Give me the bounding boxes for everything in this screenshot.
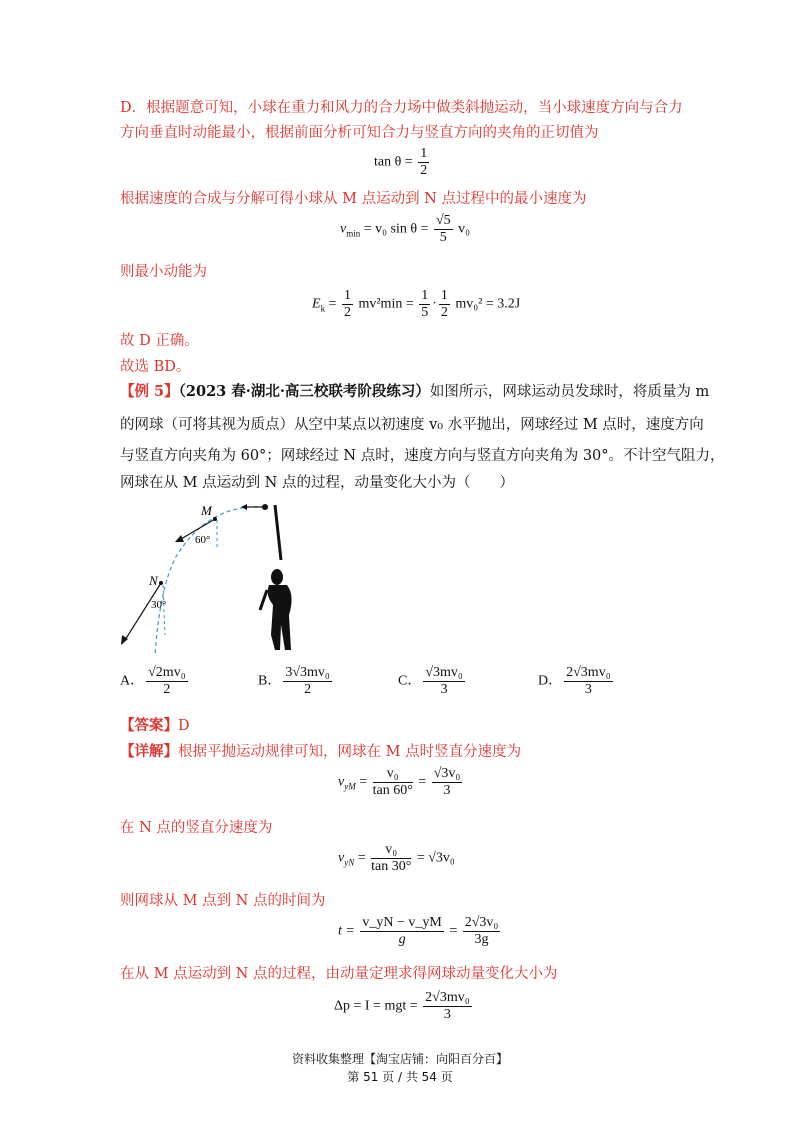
solution-d-line6: 故选 BD。 <box>120 359 191 375</box>
equation-vym: $v_{yM}$ = $\frac{\text{v₀}}{\tan 60^\circ}$ = $\frac{\text{√3v₀}}{3}$ <box>338 766 461 798</box>
option-b[interactable]: B． $\frac{\text{3√3mv₀}}{2}$ <box>258 665 330 697</box>
example-tag: 【例 5】 <box>120 383 179 400</box>
example-line2: 的网球（可将其视为质点）从空中某点以初速度 v₀ 水平抛出，网球经过 M 点时，速度方向 <box>120 417 704 433</box>
label-angle-m: 60° <box>195 534 211 546</box>
answer-value: D <box>178 718 190 734</box>
equation-vyn: $v_{yN}$ = $\frac{\text{v₀}}{\tan 30^\circ}$ = √3v₀ <box>338 842 455 874</box>
answer-label: 【答案】 <box>120 717 178 734</box>
equation-momentum: Δp = I = mgt = $\frac{\text{2√3mv₀}}{3}$ <box>334 990 470 1022</box>
example-line3: 与竖直方向夹角为 60°；网球经过 N 点时，速度方向与竖直方向夹角为 30°。不计空气阻力， <box>120 448 725 464</box>
equation-vmin: $v_{min} = v_0$ sin θ = $\frac{√5}{5}$ v₀ <box>340 213 471 245</box>
detail-line3: 则网球从 M 点到 N 点的时间为 <box>120 893 326 909</box>
label-angle-n: 30° <box>151 599 167 611</box>
detail-label: 【详解】 <box>120 743 178 760</box>
footer-source: 资料收集整理【淘宝店铺：向阳百分百】 <box>291 1052 508 1066</box>
trajectory-curve <box>155 507 265 655</box>
equation-time: t = $\frac{v\_yN - v\_yM}{g}$ = $\frac{\text{2√3v₀}}{3g}$ <box>338 915 499 947</box>
equation-tan: tan θ = $\frac{1}{2}$ <box>374 146 428 178</box>
example-line4: 网球在从 M 点运动到 N 点的过程，动量变化大小为（ ） <box>120 475 514 491</box>
detail-line4: 在从 M 点运动到 N 点的过程，由动量定理求得网球动量变化大小为 <box>120 966 558 982</box>
option-a[interactable]: A． $\frac{\text{√2mv₀}}{2}$ <box>120 665 186 697</box>
projectile-figure <box>115 495 315 655</box>
solution-d-line3: 根据速度的合成与分解可得小球从 M 点运动到 N 点过程中的最小速度为 <box>120 191 587 207</box>
example-line1: 【例 5】（2023 春·湖北·高三校联考阶段练习）如图所示，网球运动员发球时，将质量为 m <box>120 383 710 400</box>
answer-line <box>120 714 190 738</box>
label-m: M <box>201 503 212 518</box>
example-source: （2023 春·湖北·高三校联考阶段练习） <box>178 383 430 400</box>
equation-ek: $E_k$ = $\frac{1}{2}$ mv²min = $\frac{1}{5}$ · $\frac{1}{2}$ mv₀² = 3.2J <box>312 288 521 320</box>
option-c[interactable]: C． $\frac{\text{√3mv₀}}{3}$ <box>398 665 463 697</box>
solution-d-line1: D．根据题意可知，小球在重力和风力的合力场中做类斜抛运动，当小球速度方向与合力 <box>120 100 683 116</box>
label-n: N <box>149 573 158 588</box>
tennis-player-icon <box>260 505 292 650</box>
option-d[interactable]: D． $\frac{\text{2√3mv₀}}{3}$ <box>538 665 611 697</box>
footer-page-number: 第 51 页 / 共 54 页 <box>347 1070 453 1084</box>
solution-d-line2: 方向垂直时动能最小，根据前面分析可知合力与竖直方向的夹角的正切值为 <box>120 125 599 141</box>
detail-line2: 在 N 点的竖直分速度为 <box>120 820 273 836</box>
solution-d-line4: 则最小动能为 <box>120 264 207 280</box>
detail-line1: 【详解】根据平抛运动规律可知，网球在 M 点时竖直分速度为 <box>120 743 522 760</box>
solution-d-line5: 故 D 正确。 <box>120 333 199 349</box>
velocity-arrow-n <box>125 583 161 640</box>
